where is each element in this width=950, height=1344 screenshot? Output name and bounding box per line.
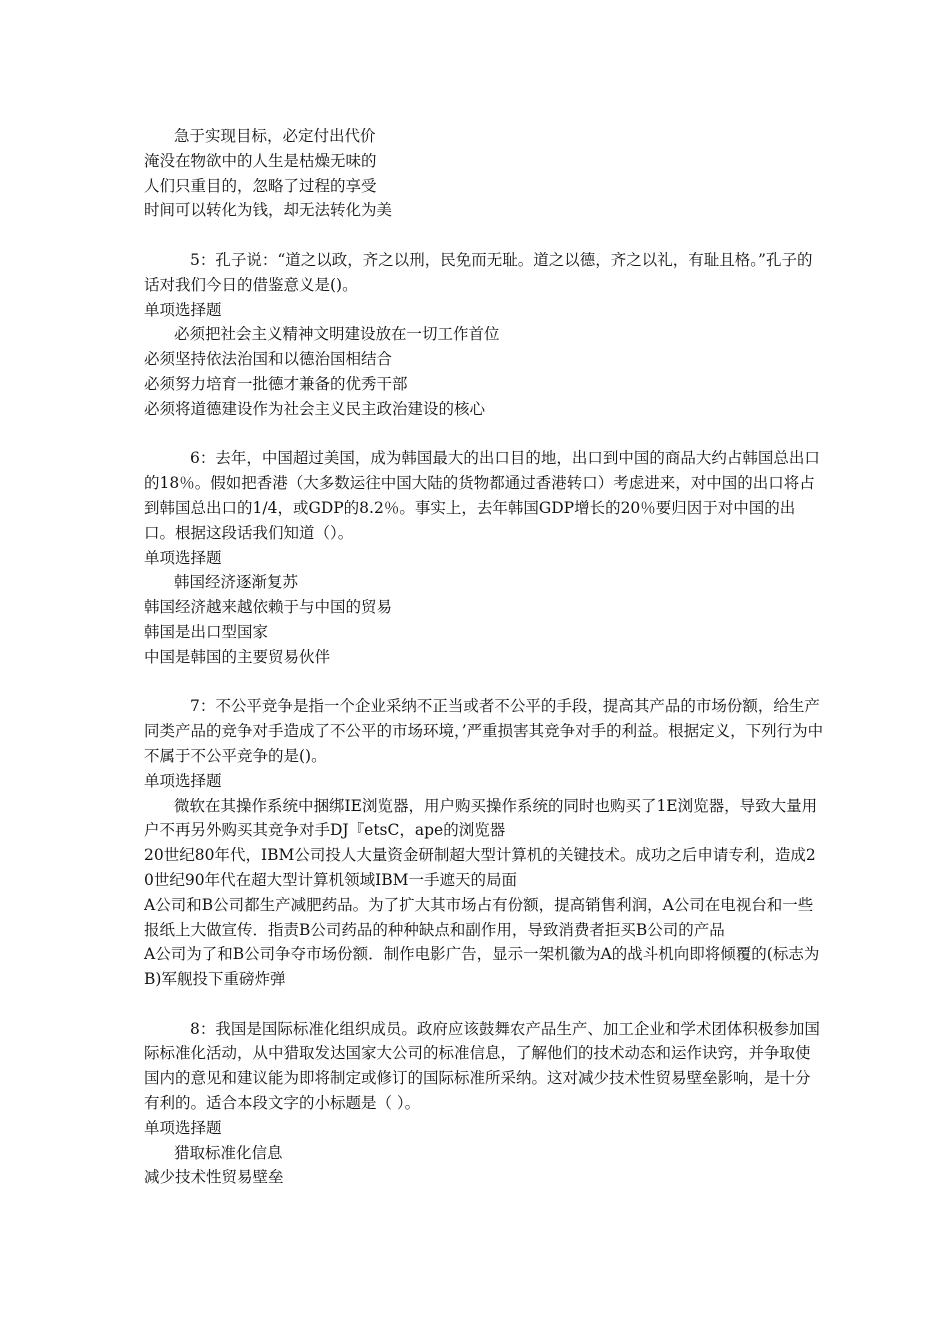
option-text: 时间可以转化为钱，却无法转化为美 xyxy=(144,201,393,220)
question-stem: 8：我国是国际标准化组织成员。政府应该鼓舞农产品生产、加工企业和学术团体积极参加国际标准化活动，从中猎取发达国家大公司的标准信息，了解他们的技术动态和运作诀窍，并争取使国内的意见和建议能为即将制定或修订的国际标准所采纳。这对减少技术性贸易壁垒影响，是十分有利的。适合本段文字的小标题是（ ）。 xyxy=(144,1019,820,1113)
document-page xyxy=(144,124,824,1190)
option-text: 微软在其操作系统中捆绑IE浏览器，用户购买操作系统的同时也购买了1E浏览器，导致大量用户不再另外购买其竞争对手DJ『etsC，ape的浏览器 xyxy=(144,796,818,840)
question-stem: 6：去年，中国超过美国，成为韩国最大的出口目的地，出口到中国的商品大约占韩国总出口的18％。假如把香港（大多数运往中国大陆的货物都通过香港转口）考虑进来，对中国的出口将占到韩国总出口的1/4，或GDP的8.2％。事实上，去年韩国GDP增长的20％要归因于对中国的出口。根据这段话我们知道（）。 xyxy=(144,449,820,542)
question-type-label: 单项选择题 xyxy=(144,1118,222,1137)
option-text: 急于实现目标，必定付出代价 xyxy=(174,127,376,145)
option-text: 必须将道德建设作为社会主义民主政治建设的核心 xyxy=(144,399,486,418)
option-text: 必须坚持依法治国和以德治国相结合 xyxy=(144,350,393,369)
option-text: 猎取标准化信息 xyxy=(174,1143,283,1162)
question-5 xyxy=(144,248,824,422)
question-stem: 7：不公平竞争是指一个企业采纳不正当或者不公平的手段，提高其产品的市场份额，给生产同类产品的竞争对手造成了不公平的市场环境，’严重损害其竞争对手的利益。根据定义，下列行为中不属于不公平竞争的是()。 xyxy=(144,697,824,765)
option-text: A公司和B公司都生产减肥药品。为了扩大其市场占有份额，提高销售利润，A公司在电视台和一些报纸上大做宣传．指责B公司药品的种种缺点和副作用，导致消费者拒买B公司的产品 xyxy=(144,895,814,939)
question-6 xyxy=(144,446,824,669)
option-text: 韩国经济逐渐复苏 xyxy=(174,573,299,592)
question-8 xyxy=(144,1017,824,1191)
question-type-label: 单项选择题 xyxy=(144,548,222,567)
option-text: 淹没在物欲中的人生是枯燥无味的 xyxy=(144,151,377,170)
option-text: 中国是韩国的主要贸易伙伴 xyxy=(144,647,331,666)
option-text: 减少技术性贸易壁垒 xyxy=(144,1168,284,1187)
option-text: 韩国是出口型国家 xyxy=(144,622,269,641)
question-stem: 5：孔子说：“道之以政，齐之以刑，民免而无耻。道之以德，齐之以礼，有耻且格。”孔子的话对我们今日的借鉴意义是()。 xyxy=(144,250,813,294)
option-text: 必须努力培育一批德才兼备的优秀干部 xyxy=(144,374,408,393)
option-text: 韩国经济越来越依赖于与中国的贸易 xyxy=(144,598,393,617)
option-text: 必须把社会主义精神文明建设放在一切工作首位 xyxy=(174,325,500,344)
option-text: 人们只重目的，忽略了过程的享受 xyxy=(144,176,377,195)
question-7 xyxy=(144,694,824,992)
question-type-label: 单项选择题 xyxy=(144,771,222,790)
option-text: A公司为了和B公司争夺市场份额．制作电影广告，显示一架机徽为A的战斗机向即将倾覆的(标志为B)军舰投下重磅炸弹 xyxy=(144,945,820,989)
prev-question-options xyxy=(144,124,824,223)
option-text: 20世纪80年代，IBM公司投人大量资金研制超大型计算机的关键技术。成功之后申请专利，造成20世纪90年代在超大型计算机领域IBM一手遮天的局面 xyxy=(144,846,816,889)
question-type-label: 单项选择题 xyxy=(144,300,222,319)
